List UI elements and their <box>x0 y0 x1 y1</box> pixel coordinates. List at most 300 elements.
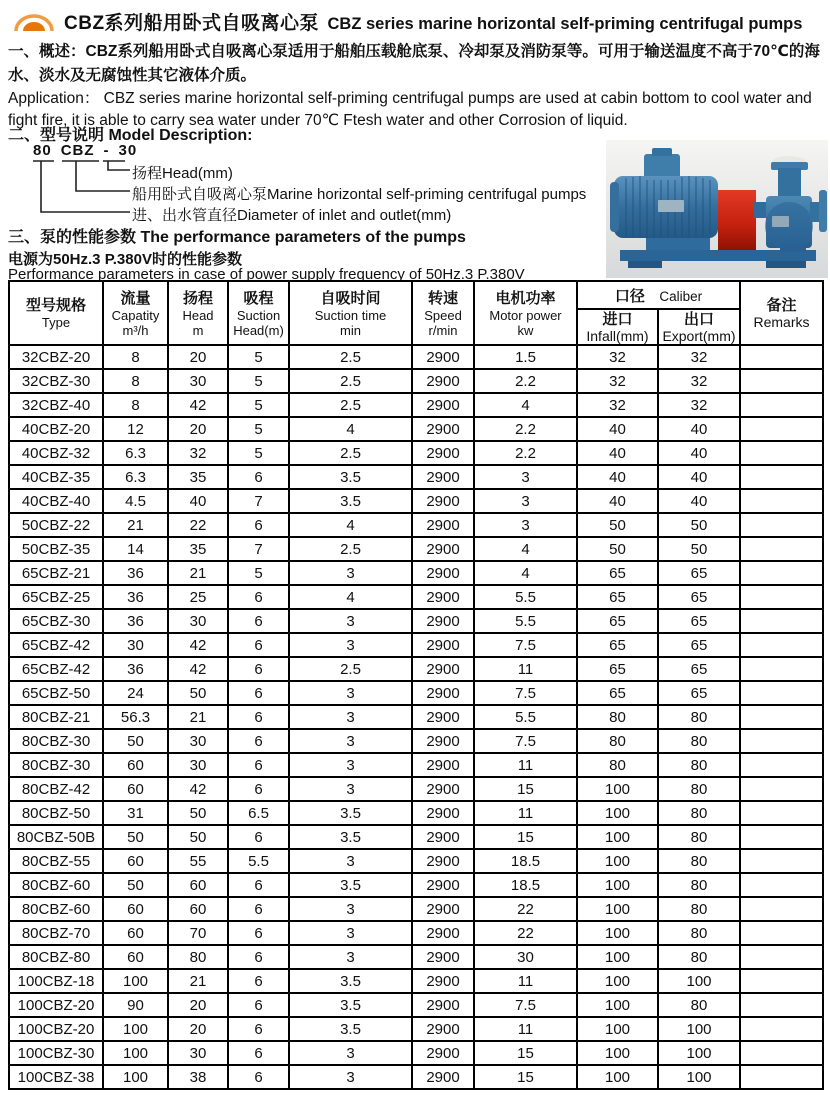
cell-suction-head: 6 <box>228 993 289 1017</box>
cell-export-diameter: 80 <box>658 729 740 753</box>
cell-motor-power: 4 <box>474 393 577 417</box>
cell-capacity: 12 <box>103 417 168 441</box>
cell-type: 80CBZ-60 <box>9 897 103 921</box>
col-header-time-unit: min <box>340 322 361 338</box>
cell-export-diameter: 50 <box>658 513 740 537</box>
cell-type: 40CBZ-35 <box>9 465 103 489</box>
col-header-speed-zh: 转速 <box>427 289 458 307</box>
model-description-heading: 二、型号说明 Model Description: <box>8 127 253 144</box>
cell-suction-time: 3.5 <box>289 993 412 1017</box>
col-header-speed-en: Speed <box>424 307 462 323</box>
table-row <box>9 345 823 369</box>
cell-remarks <box>740 369 823 393</box>
cell-capacity: 60 <box>103 897 168 921</box>
cell-suction-time: 2.5 <box>289 657 412 681</box>
cell-export-diameter: 65 <box>658 681 740 705</box>
cell-type: 65CBZ-30 <box>9 609 103 633</box>
cell-infall-diameter: 100 <box>577 921 658 945</box>
cell-suction-head: 6 <box>228 705 289 729</box>
cell-head: 42 <box>168 777 228 801</box>
col-header-export <box>658 309 740 345</box>
table-row <box>9 777 823 801</box>
overview-paragraph-en: Application： CBZ series marine horizontal self-priming centrifugal pumps are used at cabin bottom to cool water and fight fire, it is able to carry sea water under 70℃ Ftesh water and other Corrosion of liquid. <box>8 90 812 129</box>
cell-suction-head: 5 <box>228 345 289 369</box>
cell-speed: 2900 <box>412 753 474 777</box>
cell-suction-time: 3 <box>289 681 412 705</box>
cell-remarks <box>740 585 823 609</box>
cell-remarks <box>740 489 823 513</box>
cell-capacity: 50 <box>103 729 168 753</box>
pump-photo <box>606 140 828 278</box>
cell-motor-power: 30 <box>474 945 577 969</box>
cell-remarks <box>740 801 823 825</box>
cell-type: 65CBZ-21 <box>9 561 103 585</box>
cell-export-diameter: 40 <box>658 489 740 513</box>
cell-infall-diameter: 100 <box>577 993 658 1017</box>
cell-capacity: 8 <box>103 369 168 393</box>
cell-speed: 2900 <box>412 609 474 633</box>
cell-infall-diameter: 100 <box>577 945 658 969</box>
cell-head: 50 <box>168 801 228 825</box>
col-header-head <box>168 281 228 345</box>
cell-export-diameter: 32 <box>658 393 740 417</box>
cell-head: 20 <box>168 345 228 369</box>
cell-remarks <box>740 561 823 585</box>
cell-infall-diameter: 65 <box>577 561 658 585</box>
cell-type: 80CBZ-50B <box>9 825 103 849</box>
cell-export-diameter: 80 <box>658 753 740 777</box>
cell-suction-head: 6 <box>228 585 289 609</box>
cell-type: 80CBZ-55 <box>9 849 103 873</box>
cell-export-diameter: 40 <box>658 417 740 441</box>
cell-motor-power: 11 <box>474 801 577 825</box>
cell-speed: 2900 <box>412 705 474 729</box>
cell-export-diameter: 100 <box>658 969 740 993</box>
cell-capacity: 6.3 <box>103 465 168 489</box>
cell-export-diameter: 100 <box>658 1065 740 1089</box>
cell-type: 80CBZ-30 <box>9 729 103 753</box>
cell-suction-head: 5 <box>228 561 289 585</box>
cell-head: 35 <box>168 537 228 561</box>
cell-speed: 2900 <box>412 417 474 441</box>
cell-suction-time: 3 <box>289 633 412 657</box>
cell-suction-head: 7 <box>228 537 289 561</box>
cell-head: 30 <box>168 369 228 393</box>
cell-head: 42 <box>168 393 228 417</box>
table-row <box>9 537 823 561</box>
cell-type: 32CBZ-40 <box>9 393 103 417</box>
col-header-capacity-unit: m³/h <box>122 322 149 338</box>
cell-suction-time: 3 <box>289 753 412 777</box>
cell-suction-time: 2.5 <box>289 393 412 417</box>
table-row <box>9 681 823 705</box>
cell-remarks <box>740 921 823 945</box>
cell-suction-time: 3 <box>289 897 412 921</box>
cell-motor-power: 11 <box>474 1017 577 1041</box>
cell-type: 80CBZ-70 <box>9 921 103 945</box>
table-row <box>9 993 823 1017</box>
cell-speed: 2900 <box>412 657 474 681</box>
col-header-remarks-en: Remarks <box>753 314 810 330</box>
cell-export-diameter: 80 <box>658 993 740 1017</box>
col-header-power-zh: 电机功率 <box>495 289 556 307</box>
cell-speed: 2900 <box>412 849 474 873</box>
cell-motor-power: 11 <box>474 657 577 681</box>
cell-remarks <box>740 1041 823 1065</box>
cell-type: 50CBZ-35 <box>9 537 103 561</box>
cell-motor-power: 11 <box>474 969 577 993</box>
cell-suction-head: 6 <box>228 1041 289 1065</box>
cell-suction-head: 5 <box>228 369 289 393</box>
cell-type: 100CBZ-30 <box>9 1041 103 1065</box>
base-foot-left <box>628 261 662 268</box>
cell-export-diameter: 80 <box>658 777 740 801</box>
cell-type: 65CBZ-50 <box>9 681 103 705</box>
cell-head: 50 <box>168 681 228 705</box>
cell-export-diameter: 50 <box>658 537 740 561</box>
cell-head: 35 <box>168 465 228 489</box>
cell-speed: 2900 <box>412 993 474 1017</box>
col-header-head-unit: m <box>192 322 204 338</box>
col-header-remarks <box>740 281 823 345</box>
col-header-capacity-zh: 流量 <box>120 289 151 307</box>
cell-remarks <box>740 753 823 777</box>
cell-speed: 2900 <box>412 561 474 585</box>
cell-infall-diameter: 100 <box>577 825 658 849</box>
cell-capacity: 8 <box>103 345 168 369</box>
cell-suction-head: 6 <box>228 921 289 945</box>
cell-motor-power: 2.2 <box>474 417 577 441</box>
cell-infall-diameter: 80 <box>577 729 658 753</box>
col-header-suction-zh: 吸程 <box>243 289 274 307</box>
cell-motor-power: 7.5 <box>474 993 577 1017</box>
cell-infall-diameter: 100 <box>577 897 658 921</box>
cell-suction-time: 3 <box>289 777 412 801</box>
cell-infall-diameter: 65 <box>577 609 658 633</box>
col-header-infall <box>577 309 658 345</box>
cell-suction-head: 6 <box>228 1017 289 1041</box>
cell-type: 32CBZ-30 <box>9 369 103 393</box>
cell-speed: 2900 <box>412 465 474 489</box>
cell-remarks <box>740 681 823 705</box>
cell-export-diameter: 65 <box>658 561 740 585</box>
col-header-capacity-en: Capatity <box>111 307 160 323</box>
cell-capacity: 36 <box>103 609 168 633</box>
cell-capacity: 21 <box>103 513 168 537</box>
table-row <box>9 1041 823 1065</box>
cell-capacity: 31 <box>103 801 168 825</box>
cell-export-diameter: 80 <box>658 849 740 873</box>
cell-infall-diameter: 100 <box>577 1065 658 1089</box>
cell-capacity: 60 <box>103 921 168 945</box>
cell-remarks <box>740 777 823 801</box>
cell-suction-head: 6 <box>228 513 289 537</box>
cell-remarks <box>740 873 823 897</box>
cell-capacity: 100 <box>103 969 168 993</box>
cell-speed: 2900 <box>412 537 474 561</box>
cell-type: 40CBZ-40 <box>9 489 103 513</box>
cell-export-diameter: 80 <box>658 801 740 825</box>
cell-remarks <box>740 825 823 849</box>
col-header-head-zh: 扬程 <box>182 289 213 307</box>
cell-head: 20 <box>168 1017 228 1041</box>
cell-infall-diameter: 100 <box>577 969 658 993</box>
cell-remarks <box>740 513 823 537</box>
cell-infall-diameter: 40 <box>577 441 658 465</box>
cell-capacity: 50 <box>103 825 168 849</box>
cell-infall-diameter: 50 <box>577 513 658 537</box>
cell-head: 80 <box>168 945 228 969</box>
cell-speed: 2900 <box>412 969 474 993</box>
cell-speed: 2900 <box>412 1017 474 1041</box>
cell-suction-head: 5 <box>228 441 289 465</box>
cell-suction-time: 4 <box>289 513 412 537</box>
cell-export-diameter: 100 <box>658 1041 740 1065</box>
cell-head: 50 <box>168 825 228 849</box>
cell-export-diameter: 80 <box>658 897 740 921</box>
table-row <box>9 633 823 657</box>
cell-capacity: 56.3 <box>103 705 168 729</box>
cell-infall-diameter: 100 <box>577 849 658 873</box>
cell-motor-power: 3 <box>474 513 577 537</box>
cell-type: 80CBZ-21 <box>9 705 103 729</box>
cell-motor-power: 2.2 <box>474 441 577 465</box>
cell-suction-time: 3 <box>289 561 412 585</box>
table-row <box>9 1065 823 1089</box>
cell-remarks <box>740 417 823 441</box>
cell-head: 42 <box>168 633 228 657</box>
cell-motor-power: 5.5 <box>474 705 577 729</box>
cell-suction-head: 6 <box>228 657 289 681</box>
cell-suction-time: 3 <box>289 945 412 969</box>
cell-capacity: 36 <box>103 585 168 609</box>
cell-export-diameter: 80 <box>658 945 740 969</box>
cell-head: 21 <box>168 969 228 993</box>
model-code <box>33 142 137 159</box>
cell-head: 21 <box>168 561 228 585</box>
cell-infall-diameter: 40 <box>577 489 658 513</box>
col-header-power-en: Motor power <box>489 307 562 323</box>
cell-suction-time: 3 <box>289 849 412 873</box>
col-header-head-en: Head <box>182 307 214 323</box>
table-row <box>9 729 823 753</box>
cell-head: 21 <box>168 705 228 729</box>
cell-infall-diameter: 65 <box>577 633 658 657</box>
cell-capacity: 8 <box>103 393 168 417</box>
cell-speed: 2900 <box>412 801 474 825</box>
table-row <box>9 609 823 633</box>
cell-infall-diameter: 50 <box>577 537 658 561</box>
cell-speed: 2900 <box>412 729 474 753</box>
cell-remarks <box>740 1017 823 1041</box>
cell-speed: 2900 <box>412 393 474 417</box>
motor-endcap <box>610 182 619 232</box>
col-header-capacity <box>103 281 168 345</box>
cell-infall-diameter: 32 <box>577 345 658 369</box>
cell-suction-head: 6 <box>228 1065 289 1089</box>
cell-speed: 2900 <box>412 825 474 849</box>
cell-infall-diameter: 65 <box>577 657 658 681</box>
cell-export-diameter: 80 <box>658 921 740 945</box>
sunrise-arc-icon <box>12 10 56 34</box>
cell-head: 20 <box>168 993 228 1017</box>
cell-suction-head: 6 <box>228 729 289 753</box>
cell-motor-power: 22 <box>474 921 577 945</box>
cell-head: 70 <box>168 921 228 945</box>
table-row <box>9 657 823 681</box>
table-row <box>9 513 823 537</box>
cell-type: 80CBZ-80 <box>9 945 103 969</box>
page-title <box>64 8 802 35</box>
cell-motor-power: 15 <box>474 777 577 801</box>
cell-capacity: 60 <box>103 945 168 969</box>
cell-suction-head: 6 <box>228 633 289 657</box>
cell-type: 80CBZ-30 <box>9 753 103 777</box>
cell-type: 50CBZ-22 <box>9 513 103 537</box>
cell-suction-time: 2.5 <box>289 369 412 393</box>
cell-remarks <box>740 993 823 1017</box>
col-header-speed <box>412 281 474 345</box>
col-header-infall-zh: 进口 <box>602 311 633 328</box>
cell-infall-diameter: 100 <box>577 873 658 897</box>
cell-capacity: 36 <box>103 561 168 585</box>
cell-motor-power: 4 <box>474 537 577 561</box>
cell-speed: 2900 <box>412 441 474 465</box>
col-header-speed-unit: r/min <box>428 322 458 338</box>
cell-capacity: 6.3 <box>103 441 168 465</box>
cell-export-diameter: 65 <box>658 633 740 657</box>
callout-head: 扬程Head(mm) <box>132 165 233 182</box>
table-row <box>9 489 823 513</box>
cell-head: 30 <box>168 753 228 777</box>
cell-suction-time: 2.5 <box>289 441 412 465</box>
inlet-flange <box>819 190 827 232</box>
cell-remarks <box>740 345 823 369</box>
cell-suction-head: 6 <box>228 969 289 993</box>
cell-infall-diameter: 65 <box>577 681 658 705</box>
cell-remarks <box>740 897 823 921</box>
cell-speed: 2900 <box>412 897 474 921</box>
col-header-caliber-zh: 口径 <box>614 287 645 305</box>
cell-motor-power: 1.5 <box>474 345 577 369</box>
table-row <box>9 873 823 897</box>
col-header-remarks-zh: 备注 <box>766 297 797 314</box>
cell-suction-head: 6 <box>228 945 289 969</box>
cell-capacity: 24 <box>103 681 168 705</box>
cell-head: 60 <box>168 897 228 921</box>
cell-suction-head: 6 <box>228 753 289 777</box>
cell-speed: 2900 <box>412 921 474 945</box>
cell-infall-diameter: 100 <box>577 1017 658 1041</box>
cell-capacity: 30 <box>103 633 168 657</box>
col-header-type <box>9 281 103 345</box>
performance-table <box>8 280 824 1090</box>
cell-remarks <box>740 465 823 489</box>
cell-motor-power: 18.5 <box>474 849 577 873</box>
cell-suction-head: 5 <box>228 417 289 441</box>
base-foot-right <box>766 261 806 268</box>
table-row <box>9 969 823 993</box>
cell-type: 40CBZ-20 <box>9 417 103 441</box>
col-header-suction <box>228 281 289 345</box>
cell-head: 25 <box>168 585 228 609</box>
cell-motor-power: 2.2 <box>474 369 577 393</box>
cell-capacity: 90 <box>103 993 168 1017</box>
cell-type: 100CBZ-38 <box>9 1065 103 1089</box>
cell-suction-time: 3 <box>289 705 412 729</box>
cell-motor-power: 4 <box>474 561 577 585</box>
junction-box-lid <box>652 148 672 156</box>
cell-infall-diameter: 65 <box>577 585 658 609</box>
cell-speed: 2900 <box>412 873 474 897</box>
cell-head: 38 <box>168 1065 228 1089</box>
table-row <box>9 753 823 777</box>
cell-capacity: 60 <box>103 849 168 873</box>
table-body <box>9 345 823 1089</box>
table-row <box>9 585 823 609</box>
cell-remarks <box>740 393 823 417</box>
cell-head: 30 <box>168 729 228 753</box>
cell-export-diameter: 32 <box>658 345 740 369</box>
cell-type: 80CBZ-50 <box>9 801 103 825</box>
table-row <box>9 369 823 393</box>
cell-export-diameter: 80 <box>658 705 740 729</box>
cell-suction-head: 6 <box>228 609 289 633</box>
cell-type: 65CBZ-42 <box>9 633 103 657</box>
col-header-suction-unit: Head(m) <box>233 322 284 338</box>
performance-subtitle-zh: 电源为50Hz.3 P.380V时的性能参数 <box>8 251 242 268</box>
cell-suction-time: 3 <box>289 609 412 633</box>
table-row <box>9 705 823 729</box>
table-header <box>9 281 823 345</box>
cell-infall-diameter: 80 <box>577 753 658 777</box>
cell-motor-power: 3 <box>474 465 577 489</box>
cell-motor-power: 15 <box>474 1041 577 1065</box>
cell-export-diameter: 65 <box>658 657 740 681</box>
cell-speed: 2900 <box>412 1041 474 1065</box>
cell-export-diameter: 32 <box>658 369 740 393</box>
table-row <box>9 897 823 921</box>
col-header-caliber <box>577 281 740 309</box>
pump-nameplate <box>772 216 789 227</box>
cell-suction-head: 6.5 <box>228 801 289 825</box>
cell-speed: 2900 <box>412 681 474 705</box>
performance-table-wrap <box>8 280 824 1090</box>
cell-motor-power: 11 <box>474 753 577 777</box>
model-code-diagram <box>8 142 608 226</box>
cell-type: 100CBZ-20 <box>9 993 103 1017</box>
cell-suction-time: 3 <box>289 1065 412 1089</box>
cell-speed: 2900 <box>412 633 474 657</box>
cell-speed: 2900 <box>412 345 474 369</box>
cell-head: 22 <box>168 513 228 537</box>
cell-export-diameter: 80 <box>658 873 740 897</box>
cell-remarks <box>740 441 823 465</box>
table-row <box>9 465 823 489</box>
cell-suction-time: 3.5 <box>289 1017 412 1041</box>
cell-motor-power: 5.5 <box>474 585 577 609</box>
cell-remarks <box>740 705 823 729</box>
cell-suction-time: 3.5 <box>289 489 412 513</box>
cell-infall-diameter: 32 <box>577 393 658 417</box>
page-header <box>12 8 802 35</box>
col-header-type-en: Type <box>41 315 71 330</box>
cell-capacity: 14 <box>103 537 168 561</box>
cell-suction-time: 2.5 <box>289 537 412 561</box>
cell-speed: 2900 <box>412 585 474 609</box>
col-header-time-en: Suction time <box>314 307 387 323</box>
cell-infall-diameter: 80 <box>577 705 658 729</box>
